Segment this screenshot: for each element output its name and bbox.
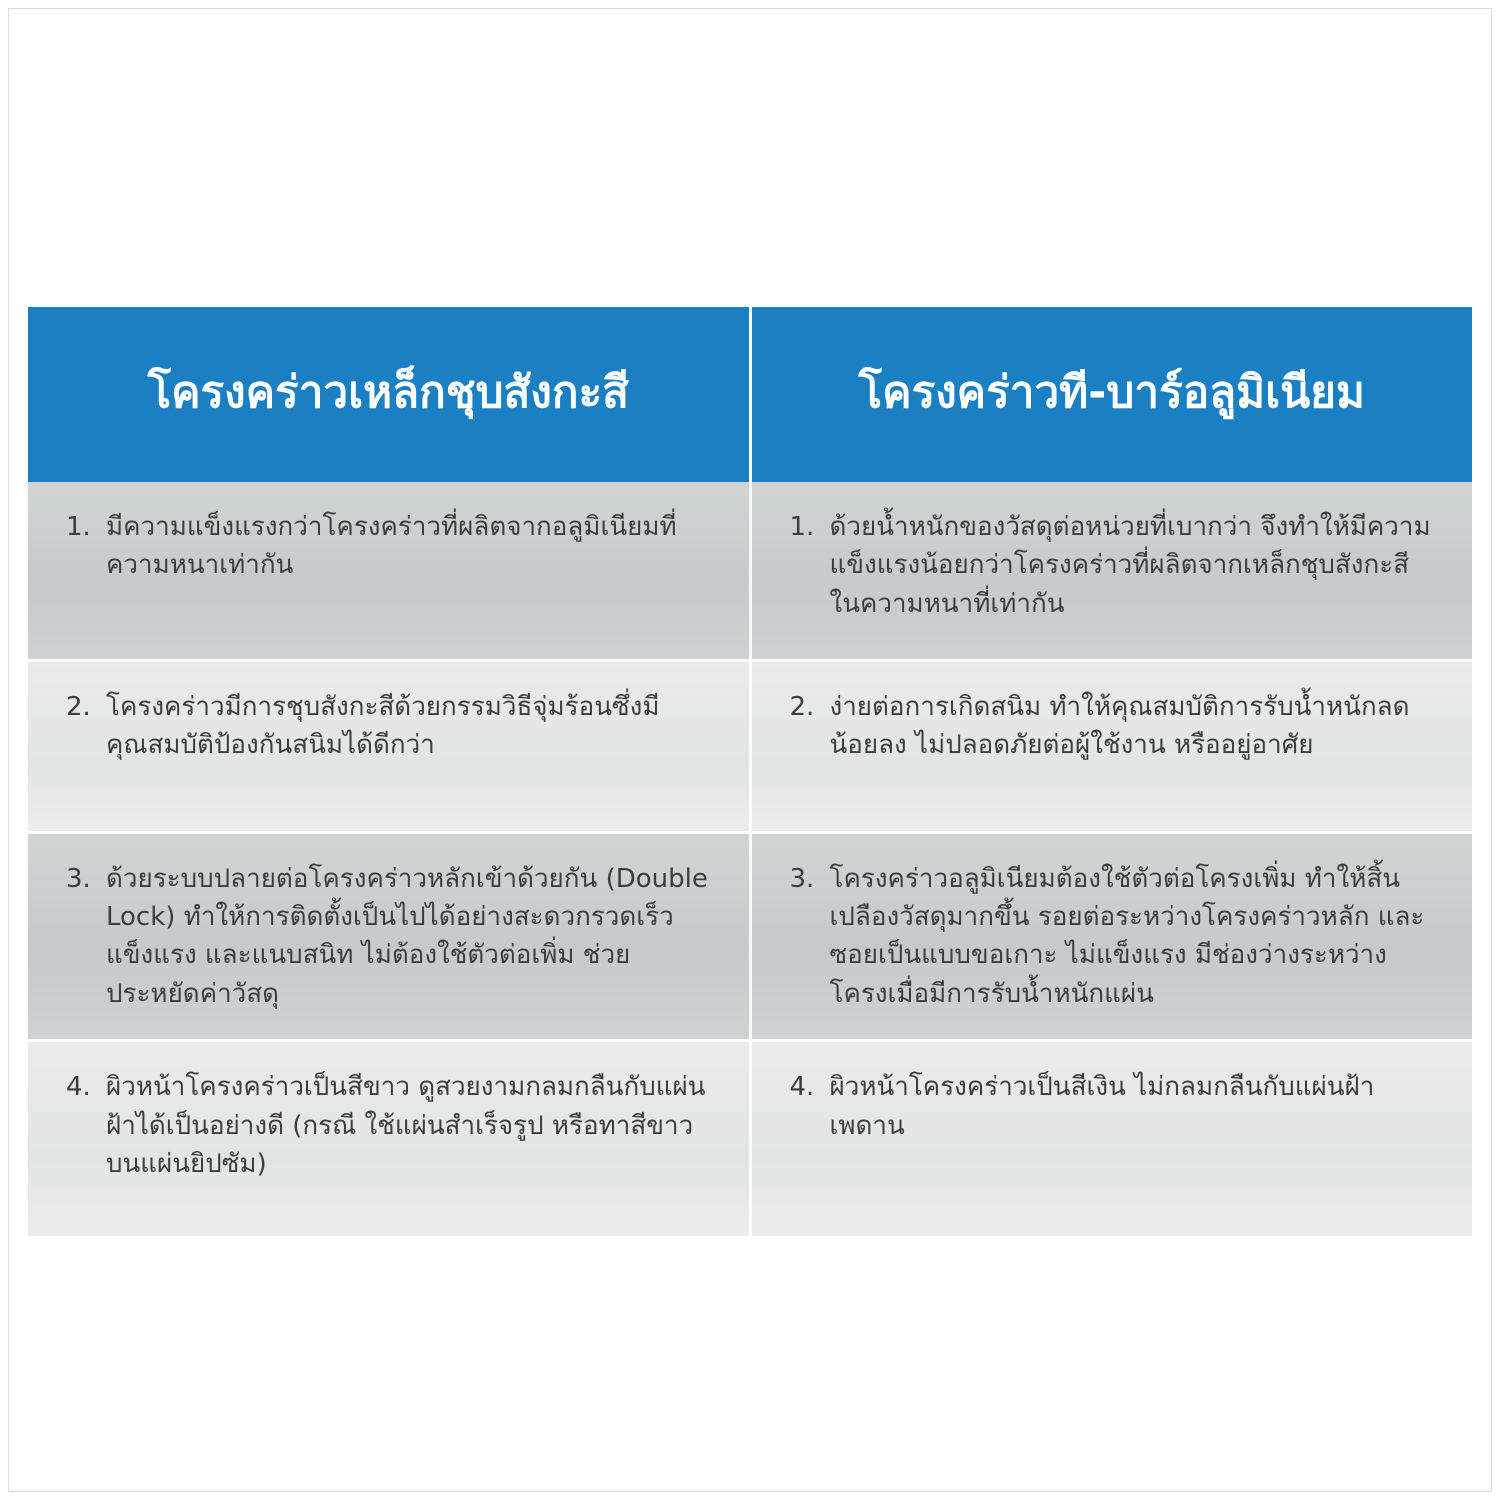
list-item [790,1068,1439,1145]
comparison-table [28,307,1472,1236]
list-item [790,860,1439,1014]
list-item-text: โครงคร่าวมีการชุบสังกะสีด้วยกรรมวิธีจุ่มร้อนซึ่งมีคุณสมบัติป้องกันสนิมได้ดีกว่า [106,691,660,760]
column-header-galvanized-steel-frame: โครงคร่าวเหล็กชุบสังกะสี [28,307,750,482]
table-row [28,482,1472,660]
header-row [28,307,1472,482]
cell-right-3 [750,832,1472,1041]
list-item [66,508,715,585]
table-body [28,482,1472,1236]
table-header [28,307,1472,482]
cell-right-1 [750,482,1472,660]
list-item [66,860,715,1014]
list-item [66,688,715,765]
list-item-number: 1. [789,512,815,542]
list-item [66,1068,715,1183]
list-item-number: 4. [789,1072,815,1103]
list-item-text: ด้วยน้ำหนักของวัสดุต่อหน่วยที่เบากว่า จึงทำให้มีความแข็งแรงน้อยกว่าโครงคร่าวที่ผลิตจากเหล็กชุบสังกะสีในความหนาที่เท่ากัน [829,512,1431,619]
list-item-text: ผิวหน้าโครงคร่าวเป็นสีเงิน ไม่กลมกลืนกับแผ่นฝ้าเพดาน [829,1072,1375,1141]
cell-right-4 [750,1041,1472,1236]
cell-right-2 [750,660,1472,832]
table-row [28,660,1472,832]
cell-left-3 [28,832,750,1041]
table-row [28,1041,1472,1236]
cell-left-1 [28,482,750,660]
list-item [790,688,1439,765]
list-item-text: ผิวหน้าโครงคร่าวเป็นสีขาว ดูสวยงามกลมกลืนกับแผ่นฝ้าได้เป็นอย่างดี (กรณี ใช้แผ่นสำเร็จรูป หรือทาสีขาวบนแผ่นยิปซัม) [106,1072,706,1180]
list-item [790,508,1439,623]
list-item-text: ง่ายต่อการเกิดสนิม ทำให้คุณสมบัติการรับน้ำหนักลดน้อยลง ไม่ปลอดภัยต่อผู้ใช้งาน หรืออยู่อาศัย [829,691,1410,760]
list-item-number: 2. [66,691,91,722]
list-item-number: 3. [66,863,91,894]
list-item-number: 2. [789,691,815,722]
cell-left-2 [28,660,750,832]
column-header-aluminium-tbar-frame: โครงคร่าวที-บาร์อลูมิเนียม [750,307,1472,482]
list-item-number: 1. [66,512,91,542]
list-item-number: 4. [66,1072,91,1103]
list-item-text: มีความแข็งแรงกว่าโครงคร่าวที่ผลิตจากอลูมิเนียมที่ความหนาเท่ากัน [106,512,677,581]
list-item-number: 3. [789,863,815,894]
list-item-text: โครงคร่าวอลูมิเนียมต้องใช้ตัวต่อโครงเพิ่ม ทำให้สิ้นเปลืองวัสดุมากขึ้น รอยต่อระหว่างโครงคร่าวหลัก และซอยเป็นแบบขอเกาะ ไม่แข็งแรง มีช่องว่างระหว่างโครงเมื่อมีการรับน้ำหนักแผ่น [829,863,1425,1009]
comparison-table-container [28,307,1472,1217]
list-item-text: ด้วยระบบปลายต่อโครงคร่าวหลักเข้าด้วยกัน (Double Lock) ทำให้การติดตั้งเป็นไปได้อย่างสะดวกรวดเร็ว แข็งแรง และแนบสนิท ไม่ต้องใช้ตัวต่อเพิ่ม ช่วยประหยัดค่าวัสดุ [106,863,708,1009]
table-row [28,832,1472,1041]
cell-left-4 [28,1041,750,1236]
